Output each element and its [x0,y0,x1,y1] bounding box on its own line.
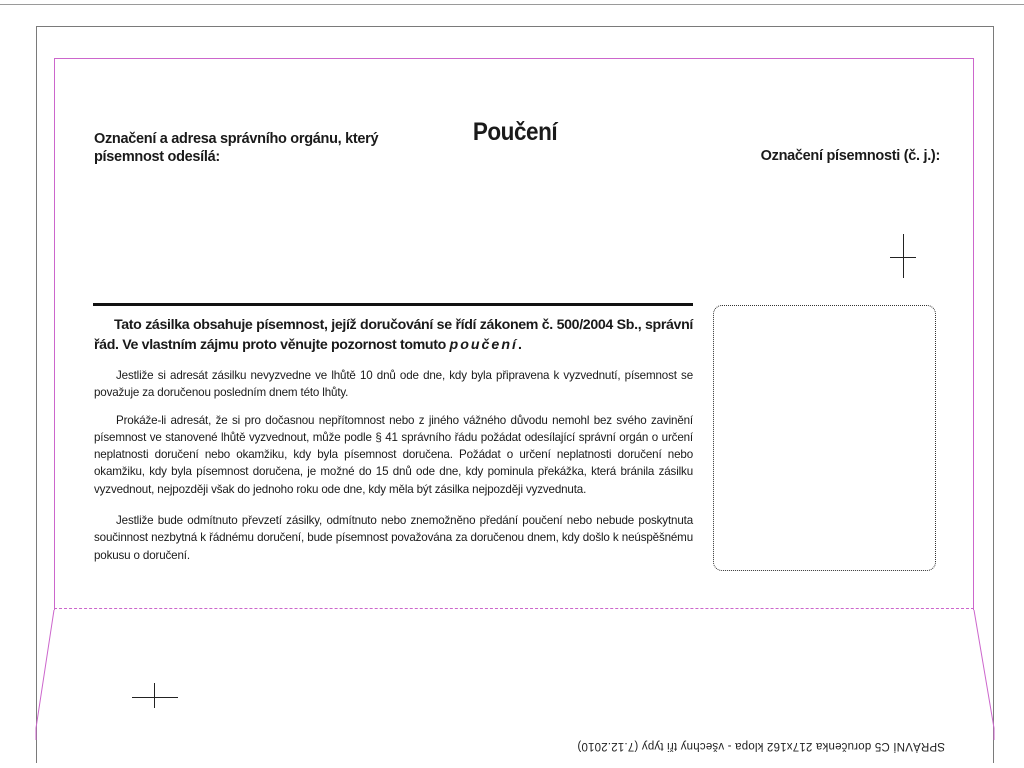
paragraph-2: Prokáže-li adresát, že si pro dočasnou nepřítomnost nebo z jiného vážného důvodu nemohl bez svého zavinění písemnost ve stanovené lhůtě vyzvednout, může podle § 41 správního řádu požádat odesílající správní orgán o určení neplatnosti doručení nebo okamžiku, kdy byla písemnost doručena. Požádat o určení neplatnosti doručení nebo okamžiku, kdy byla písemnost doručena, je možné do 15 dnů ode dne, kdy pominula překážka, která bránila zásilku vyzvednout, nejpozději však do jednoho roku ode dne, kdy měla být zásilka nejpozději vyzvednuta. [94,413,693,496]
paragraph-3: Jestliže bude odmítnuto převzetí zásilky, odmítnuto nebo znemožněno předání poučení nebo nebude poskytnuta součinnost nezbytná k řádnému doručení, bude písemnost považována za doručenou dnem, kdy došlo k neúspěšnému pokusu o doručení. [94,514,693,562]
section-rule [93,303,693,306]
paragraph-1: Jestliže si adresát zásilku nevyzvedne ve lhůtě 10 dnů ode dne, kdy byla připravena k vyzvednutí, písemnost se považuje za doručenou posledním dnem této lhůty. [94,369,693,400]
reference-label: Označení písemnosti (č. j.): [760,148,940,164]
address-window [713,305,936,571]
flap-edge-right [974,610,994,740]
flap-edge-left [36,610,54,740]
sender-label: Označení a adresa správního orgánu, který písemnost odesílá: [94,131,379,165]
lead-emphasis: poučení [449,337,518,353]
lead-paragraph: Tato zásilka obsahuje písemnost, jejíž doručování se řídí zákonem č. 500/2004 Sb., správní řád. Ve vlastním zájmu proto věnujte pozornost tomuto poučení. [94,317,693,353]
footer-print-note: SPRÁVNÍ C5 doručenka 217x162 klopa - všechny tři typy (7.12.2010) [577,740,945,752]
page-title: Poučení [472,118,558,146]
instruction-text [94,315,693,574]
